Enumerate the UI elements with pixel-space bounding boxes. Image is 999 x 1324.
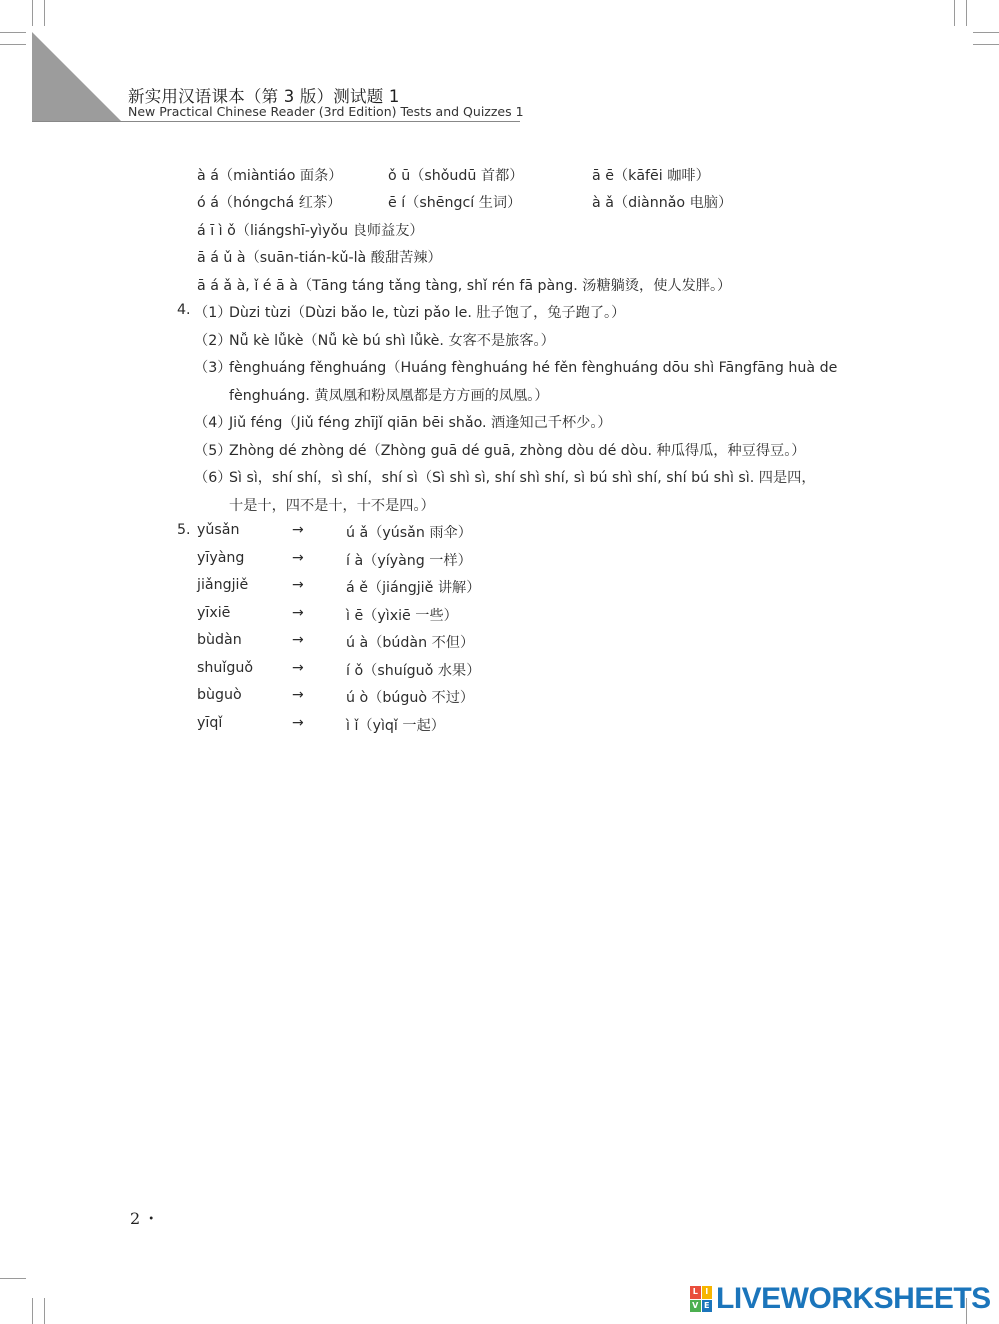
tone-answer: ā ē（kāfēi 咖啡） xyxy=(592,168,710,184)
crop-mark xyxy=(0,1278,26,1279)
crop-mark xyxy=(973,44,999,45)
tone-answer: ē í（shēngcí 生词） xyxy=(388,195,522,211)
tone-change-word: jiǎngjiě xyxy=(197,577,249,593)
item-text: fènghuáng fěnghuáng（Huáng fènghuáng hé fěn fènghuáng dōu shì Fāngfāng huà de xyxy=(229,360,838,376)
tone-change-word: yīqǐ xyxy=(197,715,223,731)
tone-answer: ǒ ū（shǒudū 首都） xyxy=(388,168,524,184)
tone-change-answer: ì ǐ（yìqǐ 一起） xyxy=(346,718,445,734)
crop-mark xyxy=(44,1298,45,1324)
arrow-icon: → xyxy=(292,605,304,621)
item-text: Jiǔ féng（Jiǔ féng zhījǐ qiān bēi shǎo. 酒逢知己千杯少。） xyxy=(229,415,612,431)
item-text: Sì sì，shí shí，sì shí，shí sì（Sì shì sì, shí shì shí, sì bú shì shí, shí bú shì sì. 四是四， xyxy=(229,470,816,486)
section-number: 5. xyxy=(177,522,191,538)
tone-change-word: bùguò xyxy=(197,687,242,703)
arrow-icon: → xyxy=(292,715,304,731)
arrow-icon: → xyxy=(292,687,304,703)
tone-answer: à ǎ（diànnǎo 电脑） xyxy=(592,195,733,211)
tone-change-answer: ú ò（búguò 不过） xyxy=(346,690,475,706)
tone-change-word: bùdàn xyxy=(197,632,242,648)
page-number xyxy=(130,1209,154,1228)
tone-change-answer: í ǒ（shuíguǒ 水果） xyxy=(346,663,481,679)
tone-change-word: yǔsǎn xyxy=(197,522,240,538)
item-text: Dùzi tùzi（Dùzi bǎo le, tùzi pǎo le. 肚子饱了，兔子跑了。） xyxy=(229,305,626,321)
arrow-icon: → xyxy=(292,577,304,593)
header-divider xyxy=(32,121,520,122)
page-number-dot: • xyxy=(148,1214,155,1225)
tone-change-answer: ú ǎ（yúsǎn 雨伞） xyxy=(346,525,472,541)
crop-mark xyxy=(966,0,967,26)
crop-mark xyxy=(954,0,955,26)
crop-mark xyxy=(973,32,999,33)
tone-change-answer: í à（yíyàng 一样） xyxy=(346,553,472,569)
item-text: Zhòng dé zhòng dé（Zhòng guā dé guā, zhòng dòu dé dòu. 种瓜得瓜，种豆得豆。） xyxy=(229,443,806,459)
liveworksheets-logo[interactable] xyxy=(690,1283,991,1315)
crop-mark xyxy=(0,44,26,45)
arrow-icon: → xyxy=(292,632,304,648)
tone-change-answer: ú à（búdàn 不但） xyxy=(346,635,475,651)
crop-mark xyxy=(44,0,45,26)
tone-answer: ó á（hóngchá 红茶） xyxy=(197,195,342,211)
arrow-icon: → xyxy=(292,522,304,538)
arrow-icon: → xyxy=(292,660,304,676)
tone-change-answer: á ě（jiángjiě 讲解） xyxy=(346,580,481,596)
arrow-icon: → xyxy=(292,550,304,566)
page-number-value: 2 xyxy=(130,1209,141,1228)
header-title-en: New Practical Chinese Reader (3rd Edition) Tests and Quizzes 1 xyxy=(128,104,524,119)
item-text: Nǚ kè lǚkè（Nǚ kè bú shì lǚkè. 女客不是旅客。） xyxy=(229,333,555,349)
tone-change-word: yīxiē xyxy=(197,605,231,621)
item-label: （3） xyxy=(194,360,232,376)
tone-change-word: yīyàng xyxy=(197,550,245,566)
tone-answer: ā á ǎ à, ǐ é ā à（Tāng táng tǎng tàng, shǐ rén fā pàng. 汤糖躺烫，使人发胖。） xyxy=(197,278,732,294)
header-corner-triangle xyxy=(32,32,124,124)
item-label: （6） xyxy=(194,470,232,486)
item-label: （1） xyxy=(194,305,232,321)
header-title-cn: 新实用汉语课本（第 3 版）测试题 1 xyxy=(128,87,400,106)
item-text-continued: fènghuáng. 黄凤凰和粉凤凰都是方方画的凤凰。） xyxy=(229,388,549,404)
logo-text: LIVEWORKSHEETS xyxy=(716,1282,991,1315)
logo-icon: L I V E xyxy=(690,1286,712,1312)
section-number: 4. xyxy=(177,302,191,318)
crop-mark xyxy=(32,0,33,26)
item-text-continued: 十是十，四不是十，十不是四。） xyxy=(229,498,435,514)
item-label: （4） xyxy=(194,415,232,431)
tone-change-word: shuǐguǒ xyxy=(197,660,253,676)
crop-mark xyxy=(0,32,26,33)
tone-answer: á ī ì ǒ（liángshī-yìyǒu 良师益友） xyxy=(197,223,424,239)
tone-answer: à á（miàntiáo 面条） xyxy=(197,168,343,184)
tone-answer: ā á ǔ à（suān-tián-kǔ-là 酸甜苦辣） xyxy=(197,250,442,266)
item-label: （2） xyxy=(194,333,232,349)
tone-change-answer: ì ē（yìxiē 一些） xyxy=(346,608,458,624)
crop-mark xyxy=(32,1298,33,1324)
item-label: （5） xyxy=(194,443,232,459)
